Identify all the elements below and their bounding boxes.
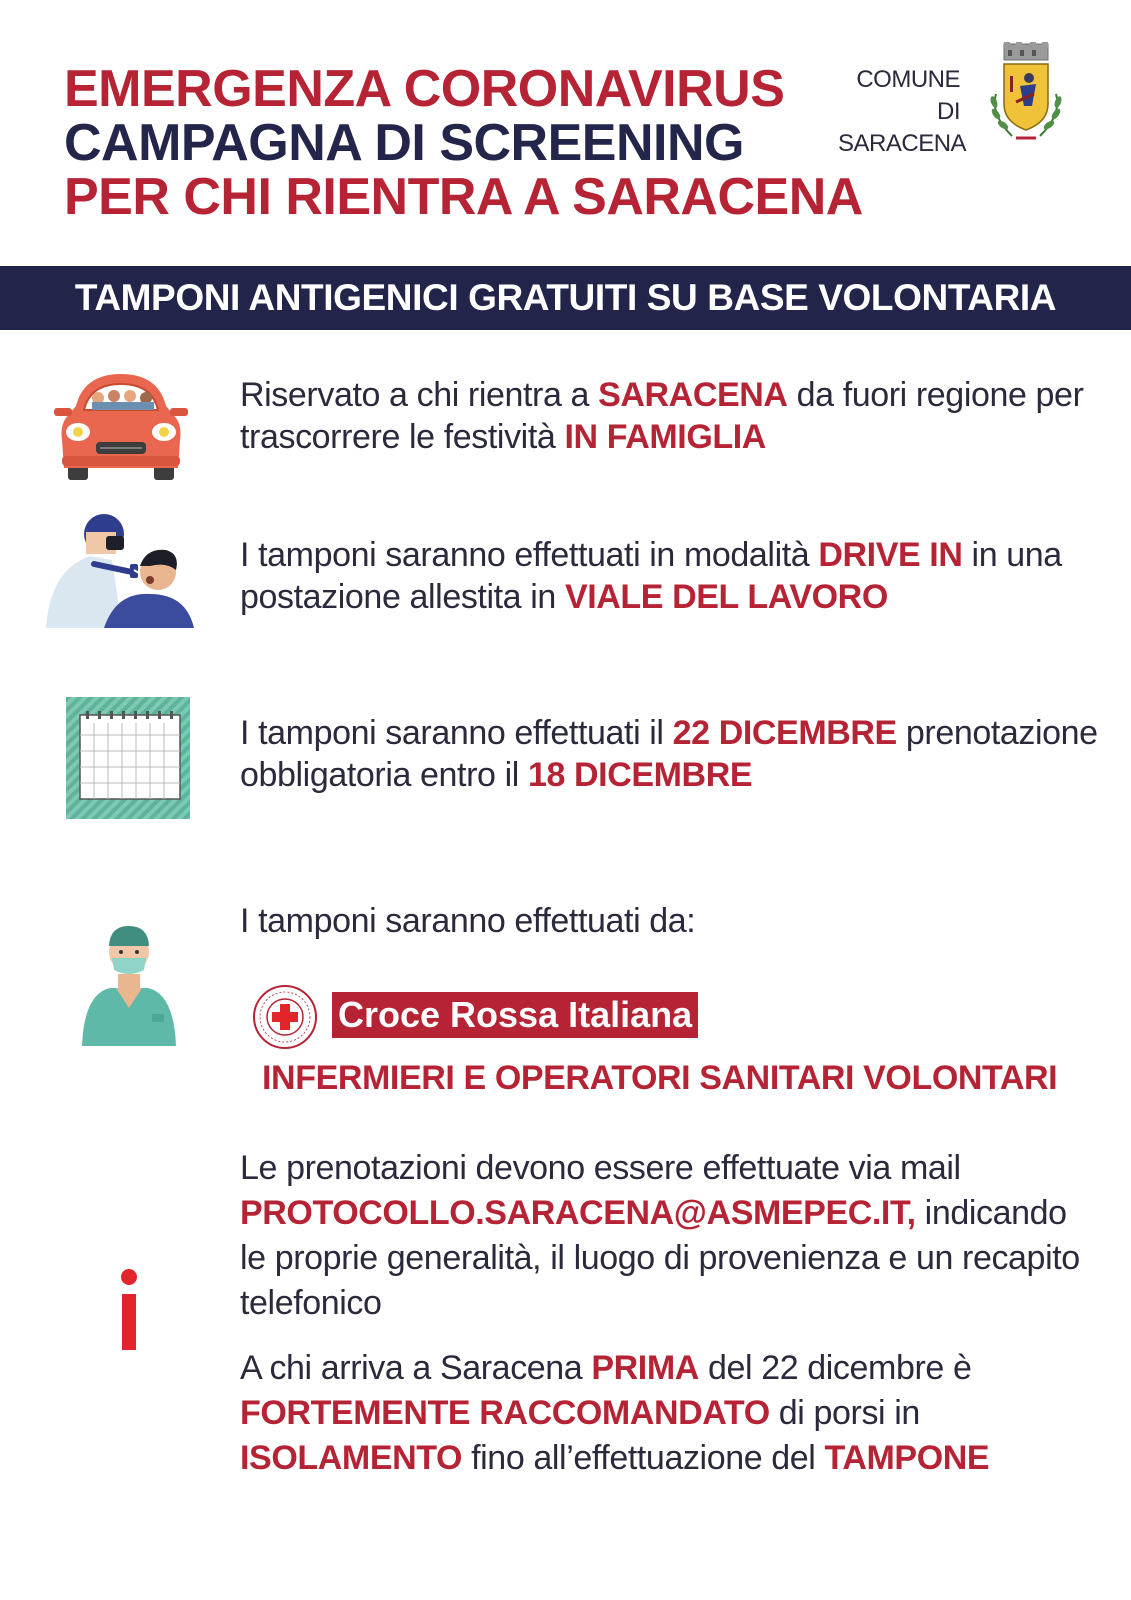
item-dates-highlight-1: 22 DICEMBRE — [672, 714, 897, 752]
swab-test-icon — [46, 510, 196, 628]
red-cross-seal-icon — [252, 984, 318, 1050]
item-drive-in-text-1: I tamponi saranno effettuati in modalità — [240, 536, 819, 574]
item-reserved — [240, 374, 1100, 458]
item-isolation-highlight-1: PRIMA — [591, 1349, 699, 1387]
item-reserved-text-1: Riservato a chi rientra a — [240, 376, 599, 414]
municipality-line-2: DI SARACENA — [838, 98, 967, 157]
item-isolation-text-4: fino all’effettuazione del — [462, 1439, 825, 1477]
item-reserved-text-2: da fuori regione per trascorrere le festività — [240, 376, 1084, 456]
page-title — [64, 60, 863, 226]
red-cross-name: Croce Rossa Italiana — [332, 992, 698, 1038]
item-isolation-highlight-4: TAMPONE — [824, 1439, 990, 1477]
municipality-label — [838, 64, 967, 160]
item-drive-in-highlight-1: DRIVE IN — [818, 536, 963, 574]
item-isolation-highlight-3: ISOLAMENTO — [240, 1439, 463, 1477]
nurse-icon — [80, 922, 178, 1046]
title-line-3: PER CHI RIENTRA A SARACENA — [64, 168, 863, 226]
item-operators — [240, 900, 1100, 942]
item-isolation-highlight-2: FORTEMENTE RACCOMANDATO — [240, 1394, 770, 1432]
item-isolation-text-2: del 22 dicembre è — [698, 1349, 972, 1387]
title-line-1: EMERGENZA CORONAVIRUS — [64, 60, 785, 118]
item-isolation-text-3: di porsi in — [769, 1394, 920, 1432]
coat-of-arms-icon — [986, 42, 1066, 146]
item-operators-text: I tamponi saranno effettuati da: — [240, 902, 696, 940]
info-icon — [120, 1268, 138, 1350]
item-booking — [240, 1146, 1100, 1326]
item-isolation — [240, 1346, 1100, 1481]
car-family-icon — [54, 370, 188, 482]
item-drive-in — [240, 534, 1100, 618]
item-drive-in-text-2: in una postazione allestita in — [240, 536, 1062, 616]
headline-banner: TAMPONI ANTIGENICI GRATUITI SU BASE VOLONTARIA — [0, 266, 1131, 330]
booking-email[interactable]: PROTOCOLLO.SARACENA@ASMEPEC.IT, — [240, 1194, 916, 1232]
volunteer-staff: INFERMIERI E OPERATORI SANITARI VOLONTARI — [262, 1059, 1058, 1097]
calendar-icon — [66, 697, 190, 819]
title-line-2: CAMPAGNA DI SCREENING — [64, 114, 744, 172]
item-dates-highlight-2: 18 DICEMBRE — [527, 756, 753, 794]
item-drive-in-highlight-2: VIALE DEL LAVORO — [564, 578, 888, 616]
item-dates-text-2: prenotazione obbligatoria entro il — [240, 714, 1098, 794]
item-booking-text-2: indicando le proprie generalità, il luogo di provenienza e un recapito telefonico — [240, 1194, 1080, 1322]
item-reserved-highlight-2: IN FAMIGLIA — [564, 418, 766, 456]
item-booking-text-1: Le prenotazioni devono essere effettuate via mail — [240, 1149, 961, 1187]
municipality-line-1: COMUNE — [856, 66, 960, 93]
item-dates — [240, 712, 1100, 796]
item-isolation-text-1: A chi arriva a Saracena — [240, 1349, 592, 1387]
item-reserved-highlight-1: SARACENA — [598, 376, 788, 414]
item-dates-text-1: I tamponi saranno effettuati il — [240, 714, 673, 752]
